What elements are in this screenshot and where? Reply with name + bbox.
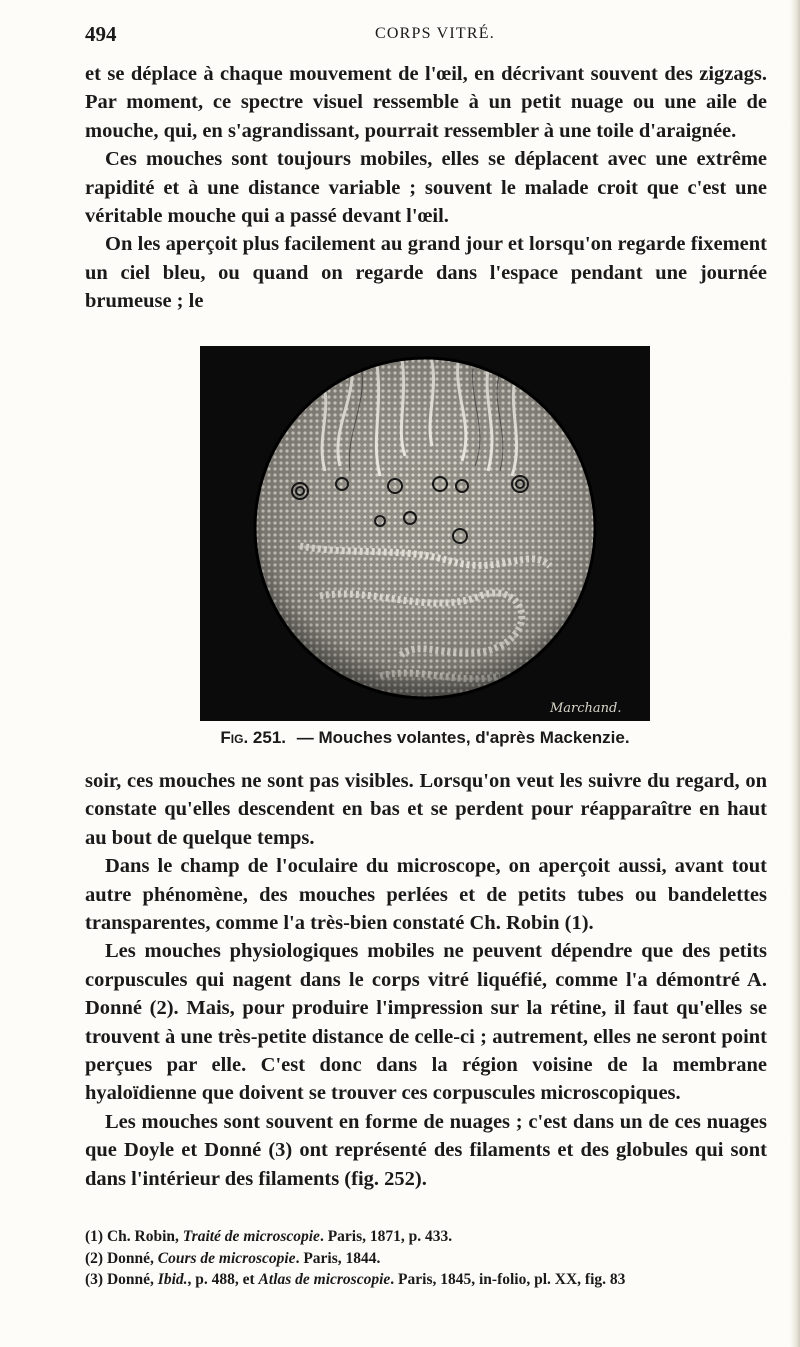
paragraph: Les mouches physiologiques mobiles ne peuvent dépendre que des petits corpuscules qui nagent dans le corps vitré liquéfié, comme l'a démontré A. Donné (2). Mais, pour produire l'impression sur la rétine, il faut qu'elles se trouvent à une très-petite distance de celle-ci ; autrement, elles ne seront point perçues par elle. C'est donc dans la région voisine de la membrane hyaloïdienne que doivent se trouver ces corpuscules microscopiques. <box>85 940 767 1105</box>
page-edge <box>790 0 800 1347</box>
page-number: 494 <box>85 22 117 46</box>
engraver-signature: Marchand. <box>550 701 622 716</box>
caption-dash: — <box>296 728 314 747</box>
mouches-volantes-illustration <box>200 346 650 721</box>
paragraph: soir, ces mouches ne sont pas visibles. Lorsqu'on veut les suivre du regard, on constate qu'elles descendent en bas et se perdent pour réapparaître en haut au bout de quelque temps. <box>85 770 767 849</box>
paragraph: Ces mouches sont toujours mobiles, elles se déplacent avec une extrême rapidité et à une distance variable ; souvent le malade croit que c'est une véritable mouche qui a passé devant l'œil. <box>85 148 767 228</box>
paragraph: Dans le champ de l'oculaire du microscope, on aperçoit aussi, avant tout autre phénomène, des mouches perlées et de petits tubes ou bandelettes transparentes, comme l'a très-bien constaté Ch. Robin (1). <box>85 855 767 935</box>
figure-label: Fig. 251. <box>220 728 286 747</box>
figure-engraving <box>200 346 650 721</box>
body-text-bottom <box>85 767 767 1193</box>
paragraph: et se déplace à chaque mouvement de l'œil, en décrivant souvent des zigzags. Par moment, ce spectre visuel ressemble à un petit nuage ou une aile de mouche, qui, en s'agrandissant, pourrait ressembler à une toile d'araignée. <box>85 63 767 142</box>
footnote: (2) Donné, Cours de microscopie. Paris, 1844. <box>85 1249 381 1267</box>
paragraph: Les mouches sont souvent en forme de nuages ; c'est dans un de ces nuages que Doyle et Donné (3) ont représenté des filaments et des globules qui sont dans l'intérieur des filaments (fig. 252). <box>85 1110 767 1190</box>
footnote: (3) Donné, Ibid., p. 488, et Atlas de microscopie. Paris, 1845, in-folio, pl. XX, fig. 83 <box>85 1271 626 1288</box>
footnotes <box>85 1226 785 1291</box>
figure-caption <box>200 728 650 748</box>
page-header <box>85 22 775 52</box>
running-title: CORPS VITRÉ. <box>375 25 495 42</box>
paragraph: On les aperçoit plus facilement au grand jour et lorsqu'on regarde fixement un ciel bleu, ou quand on regarde dans l'espace pendant une journée brumeuse ; le <box>85 233 767 313</box>
caption-text: Mouches volantes, d'après Mackenzie. <box>318 728 630 747</box>
footnote: (1) Ch. Robin, Traité de microscopie. Paris, 1871, p. 433. <box>85 1228 453 1245</box>
body-text-top <box>85 60 767 316</box>
